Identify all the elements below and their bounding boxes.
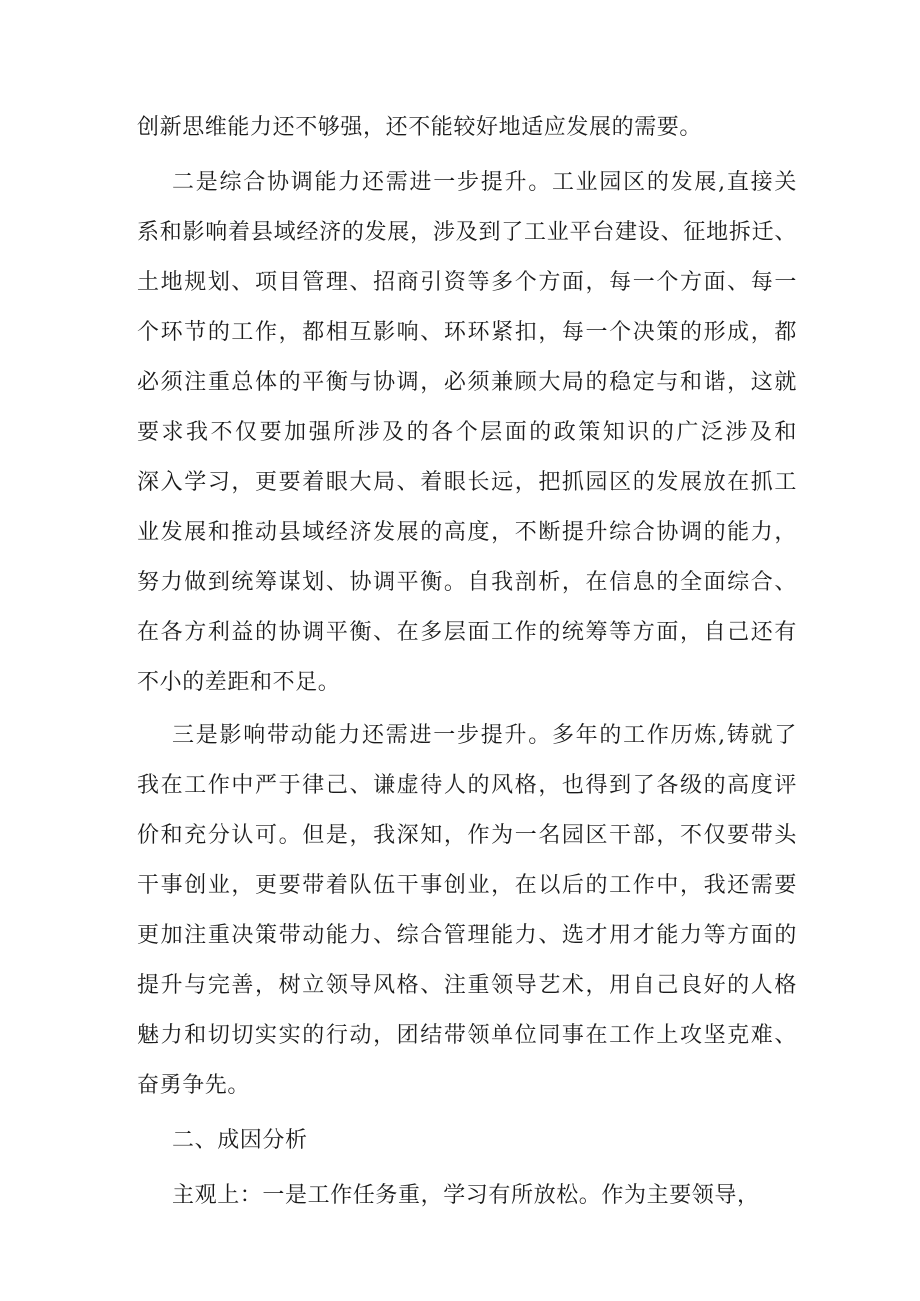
paragraph-line: 必须注重总体的平衡与协调，必须兼顾大局的稳定与和谐，这就 [137, 370, 797, 395]
paragraph-line: 干事创业，更要带着队伍干事创业，在以后的工作中，我还需要 [137, 873, 797, 898]
section-heading: 二、成因分析 [172, 1128, 308, 1153]
paragraph-line: 个环节的工作，都相互影响、环环紧扣，每一个决策的形成，都 [137, 320, 797, 345]
paragraph-line: 深入学习，更要着眼大局、着眼长远，把抓园区的发展放在抓工 [137, 470, 797, 495]
paragraph-line: 土地规划、项目管理、招商引资等多个方面，每一个方面、每一 [137, 270, 797, 295]
paragraph-line: 努力做到统筹谋划、协调平衡。自我剖析，在信息的全面综合、 [137, 570, 797, 595]
paragraph-line: 不小的差距和不足。 [137, 670, 341, 695]
paragraph-line: 提升与完善，树立领导风格、注重领导艺术，用自己良好的人格 [137, 973, 797, 998]
paragraph-line: 二是综合协调能力还需进一步提升。工业园区的发展,直接关 [172, 170, 797, 195]
paragraph-line: 主观上：一是工作任务重，学习有所放松。作为主要领导， [172, 1183, 760, 1208]
paragraph-line: 业发展和推动县域经济发展的高度，不断提升综合协调的能力， [137, 520, 797, 545]
paragraph-line: 要求我不仅要加强所涉及的各个层面的政策知识的广泛涉及和 [137, 420, 797, 445]
paragraph-line: 系和影响着县域经济的发展，涉及到了工业平台建设、征地拆迁、 [137, 220, 797, 245]
paragraph-line: 更加注重决策带动能力、综合管理能力、选才用才能力等方面的 [137, 923, 797, 948]
paragraph-line: 三是影响带动能力还需进一步提升。多年的工作历炼,铸就了 [172, 723, 797, 748]
paragraph-line: 创新思维能力还不够强，还不能较好地适应发展的需要。 [137, 115, 703, 140]
paragraph-line: 我在工作中严于律己、谦虚待人的风格，也得到了各级的高度评 [137, 773, 797, 798]
paragraph-line: 价和充分认可。但是，我深知，作为一名园区干部，不仅要带头 [137, 823, 797, 848]
paragraph-line: 魅力和切切实实的行动，团结带领单位同事在工作上攻坚克难、 [137, 1023, 797, 1048]
paragraph-line: 奋勇争先。 [137, 1073, 251, 1098]
paragraph-line: 在各方利益的协调平衡、在多层面工作的统筹等方面，自己还有 [137, 620, 797, 645]
